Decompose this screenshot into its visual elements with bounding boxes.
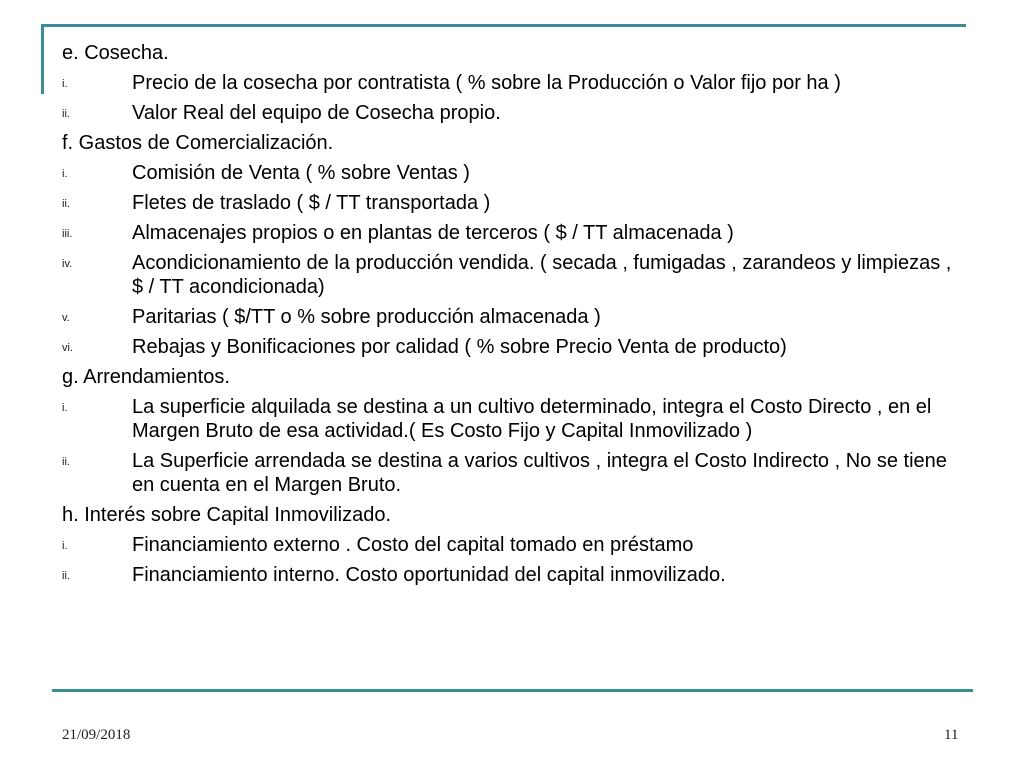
list-item	[62, 302, 962, 332]
item-number: ii.	[62, 198, 70, 210]
item-text: Valor Real del equipo de Cosecha propio.	[132, 102, 501, 124]
item-number: iv.	[62, 258, 73, 270]
top-accent-line	[41, 24, 966, 27]
list-item	[62, 218, 962, 248]
section-heading: f. Gastos de Comercialización.	[62, 132, 334, 154]
item-text: Almacenajes propios o en plantas de terceros ( $ / TT almacenada )	[132, 222, 734, 244]
item-number: i.	[62, 540, 68, 552]
item-text: Fletes de traslado ( $ / TT transportada )	[132, 192, 491, 214]
item-text: Paritarias ( $/TT o % sobre producción almacenada )	[132, 306, 601, 328]
list-item	[62, 188, 962, 218]
left-accent-line	[41, 24, 44, 94]
item-text: Precio de la cosecha por contratista ( % sobre la Producción o Valor fijo por ha )	[132, 72, 841, 94]
footer-date: 21/09/2018	[62, 727, 131, 743]
list-item	[62, 446, 962, 500]
list-item	[62, 98, 962, 128]
item-text: Acondicionamiento de la producción vendida. ( secada , fumigadas , zarandeos y limpiezas , $ / TT acondicionada)	[132, 252, 952, 298]
list-item	[62, 332, 962, 362]
list-item	[62, 530, 962, 560]
list-item	[62, 248, 962, 302]
bottom-accent-line	[52, 689, 973, 692]
page-number: 11	[944, 727, 959, 743]
item-text: Financiamiento interno. Costo oportunidad del capital inmovilizado.	[132, 564, 726, 586]
item-number: i.	[62, 402, 68, 414]
section-heading: h. Interés sobre Capital Inmovilizado.	[62, 504, 392, 526]
list-item	[62, 158, 962, 188]
item-text: Rebajas y Bonificaciones por calidad ( % sobre Precio Venta de producto)	[132, 336, 787, 358]
item-text: Comisión de Venta ( % sobre Ventas )	[132, 162, 470, 184]
item-text: La Superficie arrendada se destina a varios cultivos , integra el Costo Indirecto , No se tiene en cuenta en el Margen Bruto.	[132, 450, 947, 496]
section-heading: g. Arrendamientos.	[62, 366, 230, 388]
item-number: i.	[62, 168, 68, 180]
item-number: vi.	[62, 342, 73, 354]
item-number: iii.	[62, 228, 73, 240]
item-number: ii.	[62, 570, 70, 582]
item-number: ii.	[62, 108, 70, 120]
slide-content	[62, 38, 962, 590]
list-item	[62, 392, 962, 446]
item-number: v.	[62, 312, 70, 324]
section-heading: e. Cosecha.	[62, 42, 169, 64]
item-text: Financiamiento externo . Costo del capital tomado en préstamo	[132, 534, 694, 556]
list-item	[62, 68, 962, 98]
list-item	[62, 560, 962, 590]
item-number: ii.	[62, 456, 70, 468]
item-text: La superficie alquilada se destina a un cultivo determinado, integra el Costo Directo , en el Margen Bruto de esa actividad.( Es Costo Fijo y Capital Inmovilizado )	[132, 396, 932, 442]
item-number: i.	[62, 78, 68, 90]
